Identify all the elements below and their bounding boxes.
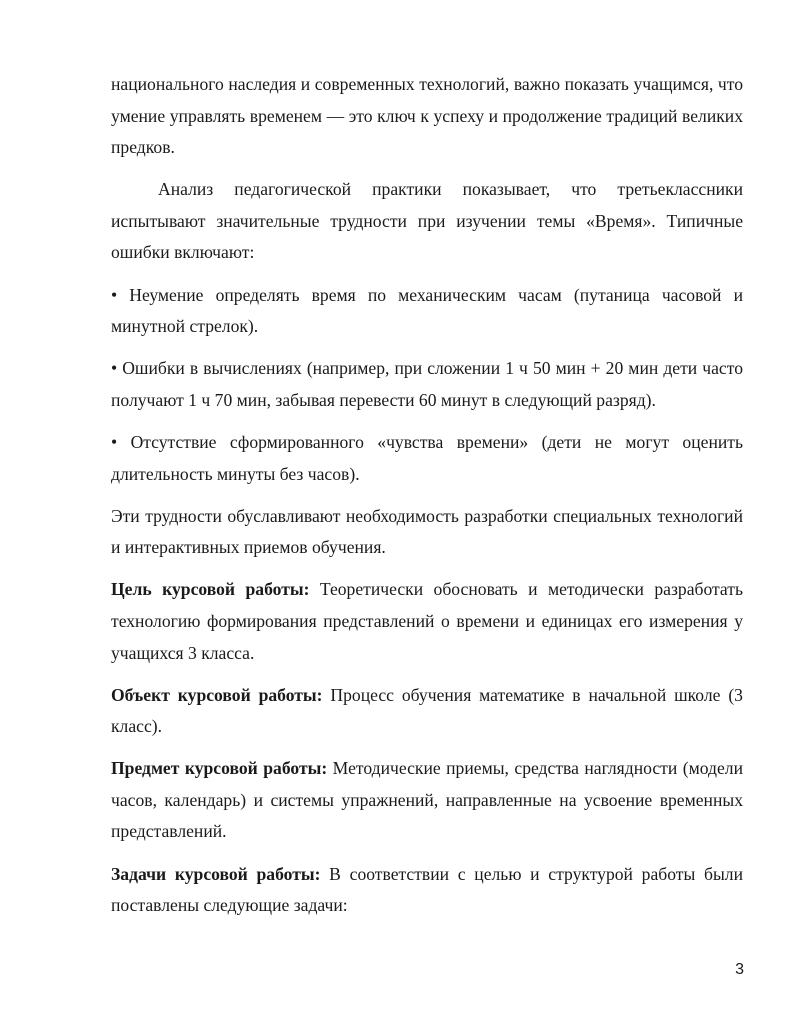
paragraph-object	[111, 680, 743, 743]
paragraph-tasks	[111, 859, 743, 922]
paragraph-text: • Отсутствие сформированного «чувства времени» (дети не могут оценить длительность минуты без часов).	[111, 431, 743, 484]
paragraph-text: Эти трудности обуславливают необходимость разработки специальных технологий и интерактивных приемов обучения.	[111, 505, 743, 558]
bullet-item-calculation-errors	[111, 353, 743, 416]
paragraph-goal	[111, 574, 743, 669]
page-body	[111, 69, 743, 932]
paragraph-practice-analysis	[111, 174, 743, 269]
goal-text: Теоретически обосновать и методически разработать технологию формирования представлений о времени и единицах его измерения у учащихся 3 класса.	[111, 579, 743, 663]
paragraph-text: • Ошибки в вычислениях (например, при сложении 1 ч 50 мин + 20 мин дети часто получают 1 ч 70 мин, забывая перевести 60 минут в следующий разряд).	[111, 358, 743, 410]
subject-label: Предмет курсовой работы:	[111, 758, 328, 779]
paragraph-heritage-intro	[111, 69, 743, 164]
bullet-item-sense-of-time	[111, 427, 743, 490]
page-number: 3	[735, 961, 744, 978]
goal-label: Цель курсовой работы:	[111, 579, 310, 600]
paragraph-difficulties-conclusion	[111, 501, 743, 564]
paragraph-text: Анализ педагогической практики показывает, что третьеклассники испытывают значительные трудности при изучении темы «Время». Типичные ошибки включают:	[111, 179, 743, 263]
paragraph-text: национального наследия и современных технологий, важно показать учащимся, что умение управлять временем — это ключ к успеху и продолжение традиций великих предков.	[111, 74, 743, 158]
paragraph-text: • Неумение определять время по механическим часам (путаница часовой и минутной стрелок).	[111, 284, 743, 337]
object-text: Процесс обучения математике в начальной школе (3 класс).	[111, 684, 743, 737]
subject-text: Методические приемы, средства наглядности (модели часов, календарь) и системы упражнений, направленные на усвоение временных представлений.	[111, 758, 743, 842]
paragraph-subject	[111, 753, 743, 848]
tasks-text: В соответствии с целью и структурой работы были поставлены следующие задачи:	[111, 863, 743, 916]
bullet-item-clock-reading	[111, 280, 743, 343]
tasks-label: Задачи курсовой работы:	[111, 863, 321, 884]
object-label: Объект курсовой работы:	[111, 684, 323, 705]
